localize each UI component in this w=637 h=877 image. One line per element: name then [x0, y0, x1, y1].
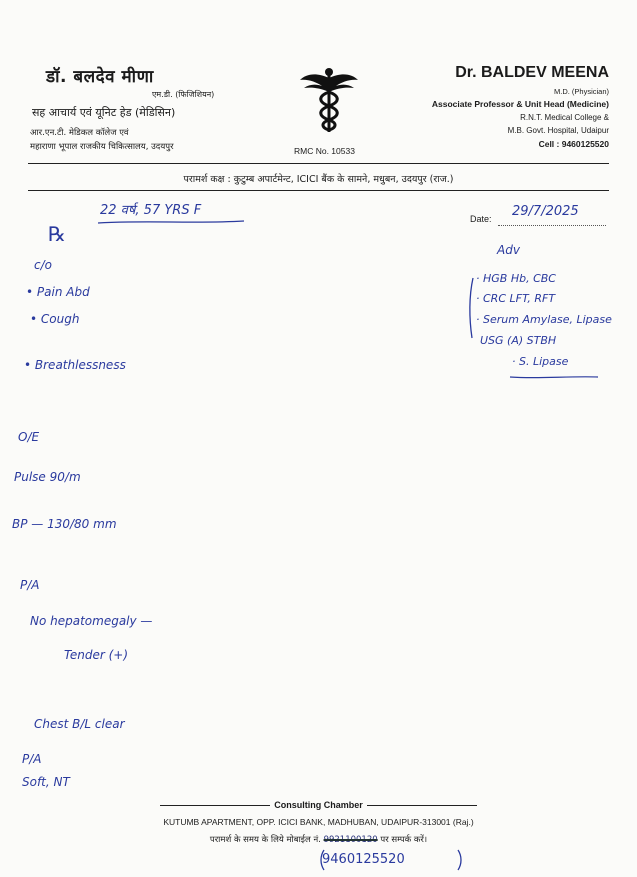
footer-contact-suffix: पर सम्पर्क करें।: [380, 835, 428, 845]
advice-bracket: [466, 276, 476, 340]
complaint-3: • Breathlessness: [24, 358, 126, 372]
footer-address: KUTUMB APARTMENT, OPP. ICICI BANK, MADHUBAN, UDAIPUR-313001 (Raj.): [163, 817, 474, 827]
consult-room-address: परामर्श कक्ष : कुटुम्ब अपार्टमेन्ट, ICICI बैंक के सामने, मधुबन, उदयपुर (राज.): [183, 174, 454, 185]
exam-finding-1: No hepatomegaly —: [30, 614, 153, 628]
advice-5: · S. Lipase: [512, 355, 569, 368]
advice-3: · Serum Amylase, Lipase: [476, 313, 612, 326]
caduceus-icon: [298, 66, 360, 134]
rmc-number: RMC No. 10533: [294, 146, 355, 156]
cell-number: Cell : 9460125520: [538, 139, 609, 149]
exam-bp: BP — 130/80 mm: [12, 517, 117, 531]
footer-struck-number: 9921100120: [323, 835, 378, 845]
footer-chamber-label: Consulting Chamber: [274, 800, 363, 810]
handwritten-number-brackets: [318, 848, 468, 872]
complaint-2: • Cough: [30, 312, 80, 326]
date-line: [498, 225, 606, 226]
footer-chamber-row: [0, 800, 637, 810]
footer-rule-left: [160, 805, 270, 806]
footer-rule-right: [367, 805, 477, 806]
patient-underline: [96, 218, 246, 226]
exam-abdomen: Soft, NT: [22, 775, 70, 789]
advice-underline: [508, 374, 600, 380]
exam-pa-heading: P/A: [20, 578, 40, 592]
college-line-1: R.N.T. Medical College &: [520, 113, 609, 122]
header-divider-lower: [28, 190, 609, 191]
complaint-1: • Pain Abd: [26, 285, 90, 299]
advice-4: USG (A) STBH: [480, 334, 557, 347]
advice-1: · HGB Hb, CBC: [476, 272, 556, 285]
exam-finding-2: Tender (+): [64, 648, 129, 662]
doctor-name-hindi: डॉ. बलदेव मीणा: [46, 67, 154, 87]
date-label: Date:: [470, 214, 492, 224]
exam-chest: Chest B/L clear: [34, 717, 125, 731]
doctor-role-hindi: सह आचार्य एवं यूनिट हेड (मेडिसिन): [32, 106, 176, 119]
complaint-heading: c/o: [34, 258, 52, 272]
college-line-2: M.B. Govt. Hospital, Udaipur: [507, 126, 609, 135]
doctor-name: Dr. BALDEV MEENA: [455, 64, 609, 81]
doctor-degree-hindi: एम.डी. (फिजिशियन): [152, 90, 215, 99]
advice-heading: Adv: [497, 243, 520, 257]
exam-pa-heading-2: P/A: [22, 752, 42, 766]
doctor-degree: M.D. (Physician): [553, 87, 609, 96]
date-value: 29/7/2025: [512, 204, 579, 219]
exam-heading: O/E: [18, 430, 40, 444]
doctor-role: Associate Professor & Unit Head (Medicine): [431, 99, 609, 109]
college-hindi-line-1: आर.एन.टी. मेडिकल कॉलेज एवं: [30, 128, 129, 138]
advice-2: · CRC LFT, RFT: [476, 292, 556, 305]
footer-contact-note: [0, 834, 637, 845]
patient-details: 22 वर्ष, 57 YRS F: [100, 203, 202, 218]
footer-contact-prefix: परामर्श के समय के लिये मोबाईल नं.: [209, 835, 321, 845]
header-divider: [28, 163, 609, 164]
exam-pulse: Pulse 90/m: [14, 470, 81, 484]
footer-handwritten-number: 9460125520: [322, 852, 405, 867]
college-hindi-line-2: महाराणा भूपाल राजकीय चिकित्सालय, उदयपुर: [30, 142, 174, 152]
rx-symbol: ℞: [48, 222, 66, 246]
